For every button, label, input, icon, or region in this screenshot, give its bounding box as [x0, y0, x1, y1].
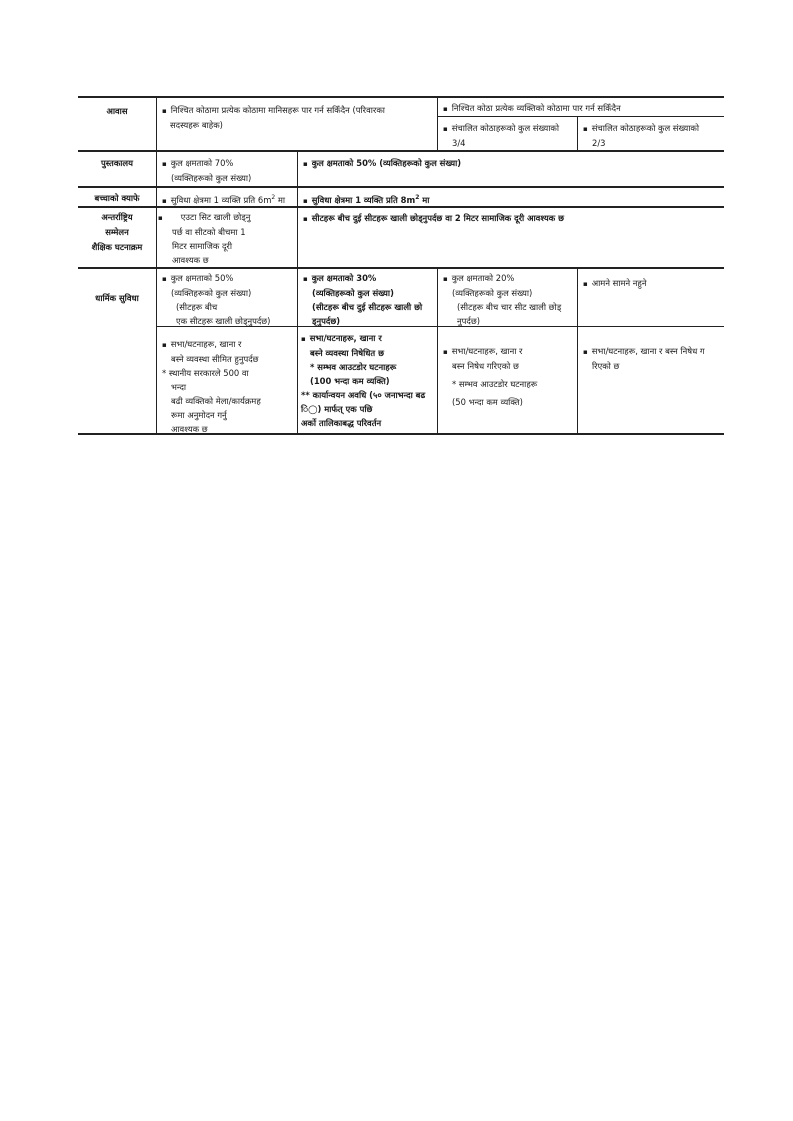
text-line: 2/3: [592, 138, 606, 148]
text-line: 3/4: [452, 138, 466, 148]
text-line: (50 भन्दा कम व्यक्ति): [452, 397, 523, 407]
religious-r1-cell-1: [156, 269, 297, 328]
rule: [78, 186, 724, 188]
text-line: ** कार्यान्वयन अवधि (५० जनाभन्दा बढ: [301, 390, 426, 400]
text-line: ▪ सभा/घटनाहरू, खाना र: [301, 331, 433, 346]
religious-r2-cell-2: [297, 329, 437, 430]
text-line: बस्ने व्यवस्था निषेधित छ: [310, 348, 384, 358]
text-line: सम्मेलन: [105, 227, 129, 237]
row-label-accommodation: आवास: [106, 106, 128, 116]
text-line: ▪ आमने सामने नहुने: [583, 276, 720, 291]
capacity-table: [78, 96, 724, 435]
text-line: बढी व्यक्तिको मेला/कार्यक्रमह: [171, 396, 261, 406]
text-line: रिएको छ: [592, 361, 620, 371]
text-line: ▪ कुल क्षमताको 70%: [162, 156, 293, 171]
text-line: [162, 191, 293, 208]
kids-cafe-cell-1: [156, 189, 297, 208]
text-line: पर्छ वा सीटको बीचमा 1: [172, 227, 246, 237]
text-line: आवश्यक छ: [172, 255, 209, 265]
text-part: मा: [419, 194, 430, 205]
row-label-library: पुस्तकालय: [101, 158, 133, 168]
text-line: ▪ सभा/घटनाहरू, खाना र बस्न निषेध ग: [583, 344, 720, 359]
text-line: बस्न निषेध गरिएको छ: [452, 361, 519, 371]
text-line: ड्नुपर्दछ): [312, 316, 341, 326]
row-label-religious: धार्मिक सुविधा: [95, 293, 139, 303]
text-line: ▪ कुल क्षमताको 30%: [303, 271, 433, 286]
rule-top: [78, 96, 724, 98]
accommodation-cell-2: [437, 99, 724, 116]
text-line: रूमा अनुमोदन गर्नु: [171, 410, 227, 420]
row-label-kids-cafe: बच्चाको क्याफे: [94, 193, 140, 203]
text-line: आवश्यक छ: [171, 424, 208, 434]
superscript: 2: [415, 194, 420, 201]
text-part: मा: [275, 194, 286, 205]
text-line: (100 भन्दा कम व्यक्ति): [310, 376, 390, 386]
text-part: सुविधा क्षेत्रमा 1 व्यक्ति प्रति 8m: [311, 194, 416, 205]
rule: [78, 150, 724, 152]
accommodation-cell-1: [156, 101, 437, 132]
text-line: अर्को तालिकाबद्ध परिवर्तन: [301, 418, 382, 428]
text-line: (सीटहरू बीच चार सीट खाली छोड्: [457, 302, 562, 312]
row-label-conference: [78, 208, 156, 255]
kids-cafe-cell-2: [297, 189, 724, 208]
text-line: भन्दा: [171, 382, 187, 392]
text-line: अन्तर्राष्ट्रिय: [101, 212, 133, 222]
religious-r1-cell-3: [437, 269, 577, 328]
text-part: सुविधा क्षेत्रमा 1 व्यक्ति प्रति 6m: [170, 194, 272, 205]
text-line: (सीटहरू बीच: [176, 302, 218, 312]
text-line: ▪ संचालित कोठाहरूको कुल संख्याको: [583, 121, 720, 136]
accommodation-cell-3: [437, 119, 577, 150]
text-line: मिटर सामाजिक दूरी: [172, 241, 233, 251]
text-line: [158, 210, 293, 225]
text-line: ▪ निश्चित कोठा प्रत्येक व्यक्तिको कोठामा पार गर्न सकिँदैन: [443, 101, 720, 116]
text-line: ▪ सभा/घटनाहरू, खाना र: [162, 337, 293, 352]
religious-r1-cell-2: [297, 269, 437, 328]
text-line: (व्यक्तिहरूको कुल संख्या): [312, 288, 394, 298]
rule: [437, 116, 724, 117]
text-line: * सम्भव आउटडोर घटनाहरू: [452, 379, 538, 389]
library-cell-2: [297, 154, 724, 171]
library-cell-1: [156, 154, 297, 185]
text-line: (व्यक्तिहरूको कुल संख्या): [171, 173, 252, 183]
text-line: (व्यक्तिहरूको कुल संख्या): [171, 288, 252, 298]
text-line: ▪ निश्चित कोठामा प्रत्येक कोठामा मानिसहरू पार गर्न सकिँदैन (परिवारका: [162, 103, 433, 118]
religious-r2-cell-1: [156, 335, 297, 436]
accommodation-cell-4: [577, 119, 724, 150]
text-line: शैक्षिक घटनाक्रम: [91, 242, 143, 252]
text-line: ▪ कुल क्षमताको 50% (व्यक्तिहरूको कुल संख्या): [303, 156, 720, 171]
conference-cell-2: [297, 209, 724, 226]
text-line: * स्थानीय सरकारले 500 वा: [162, 368, 249, 378]
text-line: ▪ संचालित कोठाहरूको कुल संख्याको: [443, 121, 573, 136]
text-part: एउटा सिट खाली छोड्नु: [180, 212, 251, 222]
text-line: * सम्भव आउटडोर घटनाहरू: [310, 362, 397, 372]
text-line: (सीटहरू बीच दुई सीटहरू खाली छो: [312, 302, 423, 312]
text-line: [303, 191, 720, 208]
superscript: 2: [271, 194, 276, 201]
text-line: (व्यक्तिहरूको कुल संख्या): [452, 288, 533, 298]
text-line: ▪ सीटहरू बीच दुई सीटहरू खाली छोड्नुपर्दछ वा 2 मिटर सामाजिक दूरी आवश्यक छ: [303, 211, 720, 226]
text-line: नुपर्दछ): [457, 316, 480, 326]
conference-cell-1: [156, 208, 297, 267]
religious-r2-cell-4: [577, 342, 724, 373]
text-line: सदस्यहरू बाहेक): [170, 120, 223, 130]
text-line: ▪ कुल क्षमताको 50%: [162, 271, 293, 286]
text-line: एक सीटहरू खाली छोड्नुपर्दछ): [176, 316, 271, 326]
text-line: ▪ कुल क्षमताको 20%: [443, 271, 573, 286]
religious-r2-cell-3: [437, 342, 577, 409]
text-line: ▪ सभा/घटनाहरू, खाना र: [443, 344, 573, 359]
text-line: ि◯) मार्फत् एक पछि: [301, 404, 373, 414]
text-line: बस्ने व्यवस्था सीमित हुनुपर्दछ: [171, 354, 259, 364]
bullet-icon: [158, 212, 167, 222]
religious-r1-cell-4: [577, 274, 724, 291]
